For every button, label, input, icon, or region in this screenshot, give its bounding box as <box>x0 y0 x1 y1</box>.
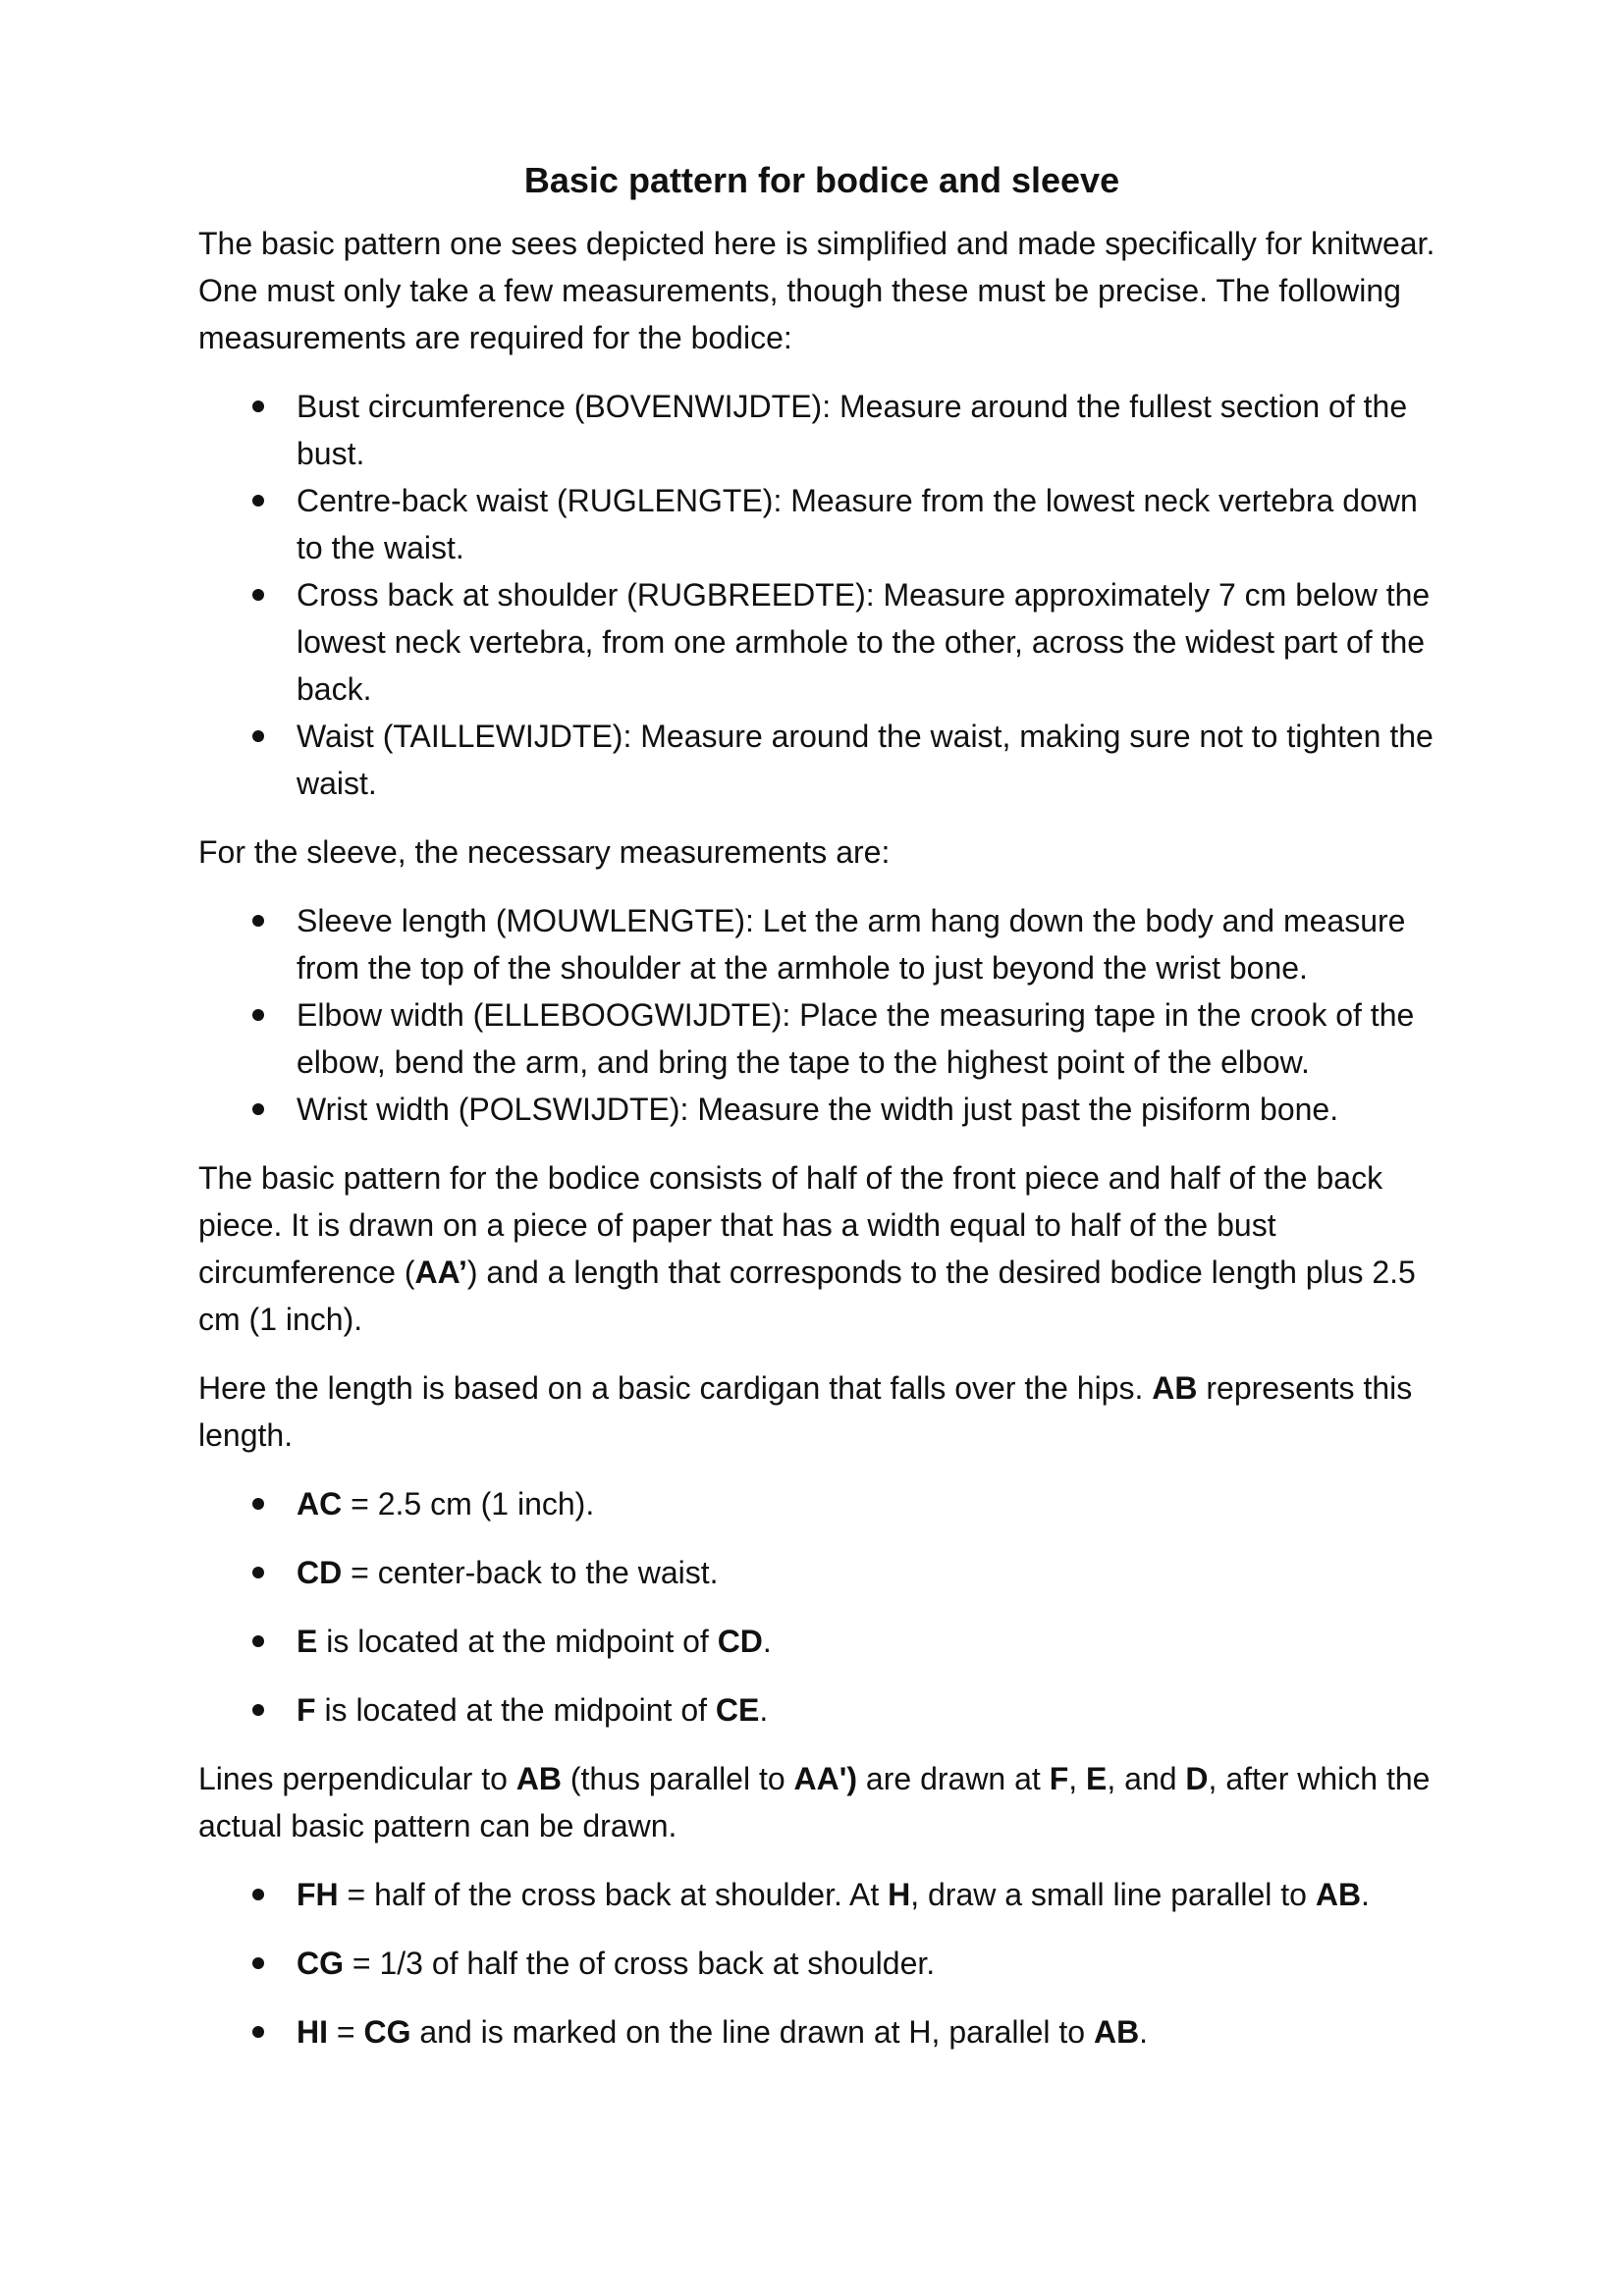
bold-term: HI <box>297 2014 328 2050</box>
bold-term: AB <box>515 1761 562 1796</box>
list-item-bust: Bust circumference (BOVENWIJDTE): Measure around the fullest section of the bust. <box>198 383 1445 477</box>
text-run: . <box>1361 1877 1370 1912</box>
text-run: . <box>759 1692 769 1728</box>
bold-term: E <box>297 1624 318 1659</box>
list-item-hi <box>198 2008 1445 2056</box>
bodice-paragraph <box>198 1154 1445 1343</box>
bold-term: F <box>1049 1761 1069 1796</box>
bodice-measurements-list <box>198 383 1445 807</box>
text-run: Here the length is based on a basic cardigan that falls over the hips. <box>198 1370 1153 1406</box>
bold-term: AB <box>1315 1877 1362 1912</box>
text-run: , <box>1068 1761 1087 1796</box>
bold-term: E <box>1086 1761 1108 1796</box>
list-item-waist: Waist (TAILLEWIJDTE): Measure around the waist, making sure not to tighten the waist. <box>198 713 1445 807</box>
text-run: = half of the cross back at shoulder. At <box>338 1877 889 1912</box>
list-item-ac <box>198 1480 1445 1527</box>
text-run: , and <box>1107 1761 1186 1796</box>
bold-term: AA’ <box>414 1255 467 1290</box>
list-item-f <box>198 1686 1445 1734</box>
bold-term: FH <box>297 1877 339 1912</box>
bold-term: AB <box>1152 1370 1198 1406</box>
document-page <box>198 147 1445 2077</box>
text-run: The basic pattern for the bodice consists of half of the front piece and half of the back piece. It is drawn on a piece of paper that has a width equal to half of the bust circumference ( <box>198 1160 1383 1290</box>
list-item-cross-back: Cross back at shoulder (RUGBREEDTE): Measure approximately 7 cm below the lowest neck vertebra, from one armhole to the other, across the widest part of the back. <box>198 571 1445 713</box>
text-run: are drawn at <box>857 1761 1050 1796</box>
text-run: , after which the actual basic pattern can be drawn. <box>198 1761 1431 1843</box>
list-item-cg <box>198 1940 1445 1987</box>
lines-paragraph <box>198 1755 1445 1849</box>
bold-term: CD <box>297 1555 343 1590</box>
bold-term: CD <box>717 1624 763 1659</box>
list-item-e <box>198 1618 1445 1665</box>
bold-term: CE <box>715 1692 760 1728</box>
bold-term: CG <box>363 2014 411 2050</box>
text-run: = 2.5 cm (1 inch). <box>342 1486 595 1522</box>
points-list-2 <box>198 1871 1445 2056</box>
list-item-elbow-width: Elbow width (ELLEBOOGWIJDTE): Place the measuring tape in the crook of the elbow, bend the arm, and bring the tape to the highest point of the elbow. <box>198 991 1445 1086</box>
intro-paragraph: The basic pattern one sees depicted here is simplified and made specifically for knitwear. One must only take a few measurements, though these must be precise. The following measurements are required for the bodice: <box>198 226 1435 355</box>
text-run: and is marked on the line drawn at H, parallel to <box>410 2014 1094 2050</box>
bold-term: AB <box>1093 2014 1140 2050</box>
bold-term: H <box>888 1877 911 1912</box>
text-run: , draw a small line parallel to <box>910 1877 1316 1912</box>
text-run: = 1/3 of half the of cross back at shoulder. <box>344 1946 936 1981</box>
text-run: represents this length. <box>198 1370 1413 1453</box>
text-run: ) and a length that corresponds to the desired bodice length plus 2.5 cm (1 inch). <box>198 1255 1416 1337</box>
list-item-sleeve-length: Sleeve length (MOUWLENGTE): Let the arm hang down the body and measure from the top of the shoulder at the armhole to just beyond the wrist bone. <box>198 897 1445 991</box>
bold-term: F <box>297 1692 316 1728</box>
list-item-cd <box>198 1549 1445 1596</box>
bold-term: D <box>1185 1761 1209 1796</box>
sleeve-intro-paragraph: For the sleeve, the necessary measurements are: <box>198 834 891 870</box>
text-run: (thus parallel to <box>561 1761 794 1796</box>
text-run: . <box>1139 2014 1149 2050</box>
bold-term: AC <box>297 1486 343 1522</box>
text-run: . <box>762 1624 772 1659</box>
length-paragraph <box>198 1364 1445 1459</box>
page-title: Basic pattern for bodice and sleeve <box>523 160 1120 200</box>
sleeve-measurements-list <box>198 897 1445 1133</box>
points-list-1 <box>198 1480 1445 1734</box>
bold-term: CG <box>297 1946 344 1981</box>
list-item-wrist-width: Wrist width (POLSWIJDTE): Measure the width just past the pisiform bone. <box>198 1086 1445 1133</box>
text-run: is located at the midpoint of <box>317 1624 718 1659</box>
list-item-centre-back: Centre-back waist (RUGLENGTE): Measure from the lowest neck vertebra down to the waist. <box>198 477 1445 571</box>
text-run: is located at the midpoint of <box>315 1692 716 1728</box>
list-item-fh <box>198 1871 1445 1918</box>
text-run: = center-back to the waist. <box>342 1555 719 1590</box>
text-run: = <box>328 2014 364 2050</box>
text-run: Lines perpendicular to <box>198 1761 516 1796</box>
bold-term: AA') <box>793 1761 858 1796</box>
